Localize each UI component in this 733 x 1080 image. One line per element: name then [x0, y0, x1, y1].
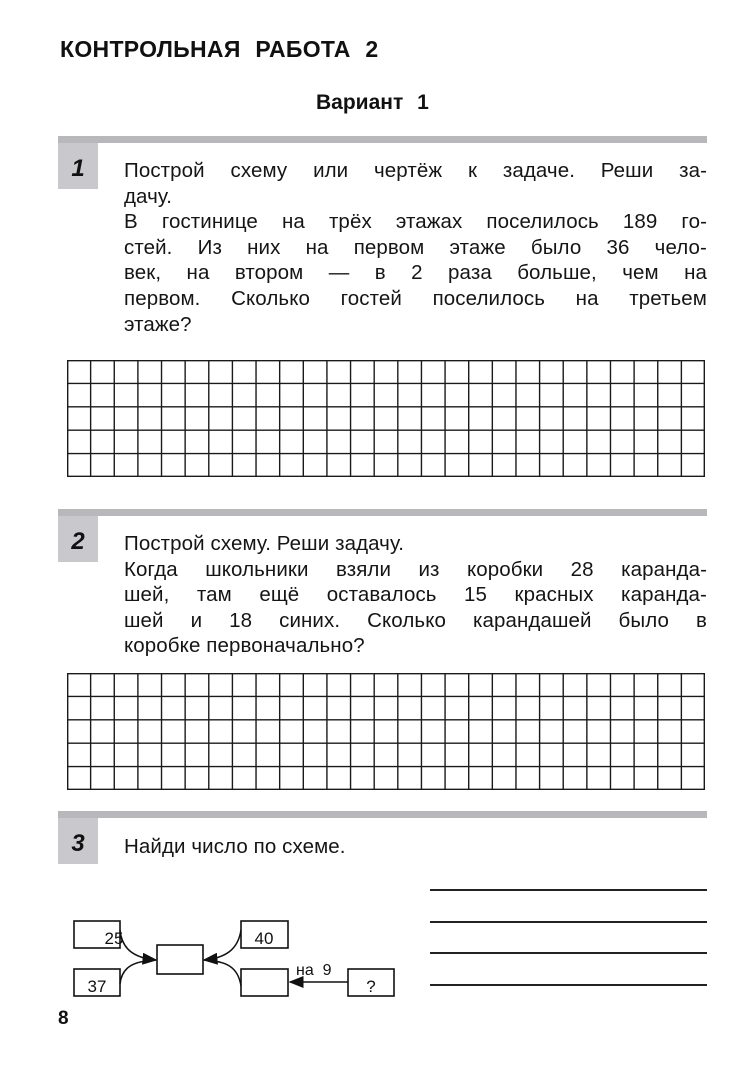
task-1-line: дачу.	[124, 184, 172, 208]
task-2-line: коробке первоначально?	[124, 634, 365, 658]
box-sum-empty[interactable]	[157, 945, 203, 974]
answer-line[interactable]	[430, 889, 707, 891]
task-2-answer-grid[interactable]	[67, 673, 705, 790]
box-empty[interactable]	[241, 969, 288, 996]
task-2-line: шей, там ещё оставалось 15 красных каранда-	[124, 583, 707, 607]
box-37-label: 37	[87, 977, 107, 996]
task-3-text	[124, 834, 707, 860]
task-3-header-band	[58, 811, 707, 818]
box-40-label: 40	[254, 929, 274, 948]
task-1-header-band	[58, 136, 707, 143]
task-1-line: стей. Из них на первом этаже было 36 чело-	[124, 235, 707, 259]
task-1-text	[124, 158, 707, 337]
number-scheme-diagram	[60, 900, 410, 1010]
task-2-number: 2	[71, 528, 85, 555]
page-title: КОНТРОЛЬНАЯ РАБОТА 2	[60, 36, 379, 62]
task-2-line: Когда школьники взяли из коробки 28 каранда-	[124, 557, 707, 581]
box-question-label: ?	[366, 977, 376, 996]
task-1-line: первом. Сколько гостей поселилось на третьем	[124, 286, 707, 310]
task-1-answer-grid[interactable]	[67, 360, 705, 477]
task-1-number: 1	[71, 155, 85, 182]
task-2-line: Построй схему. Реши задачу.	[124, 532, 405, 555]
arrow-label: на 9	[296, 962, 332, 979]
task-2-text	[124, 531, 707, 659]
task-3-line: Найди число по схеме.	[124, 835, 346, 858]
task-3-number: 3	[71, 830, 85, 857]
task-1-line: этаже?	[124, 312, 192, 336]
task-2-header-band	[58, 509, 707, 516]
task-1-line: век, на втором — в 2 раза больше, чем на	[124, 261, 707, 285]
answer-line[interactable]	[430, 952, 707, 954]
box-25-label: 25	[104, 929, 124, 948]
variant-heading: Вариант 1	[316, 91, 429, 114]
task-1-line: Построй схему или чертёж к задаче. Реши за-	[124, 159, 707, 182]
answer-line[interactable]	[430, 984, 707, 986]
task-1-line: В гостинице на трёх этажах поселилось 189 го-	[124, 210, 707, 234]
answer-line[interactable]	[430, 921, 707, 923]
page-number: 8	[58, 1008, 69, 1029]
task-2-line: шей и 18 синих. Сколько карандашей было в	[124, 608, 707, 632]
